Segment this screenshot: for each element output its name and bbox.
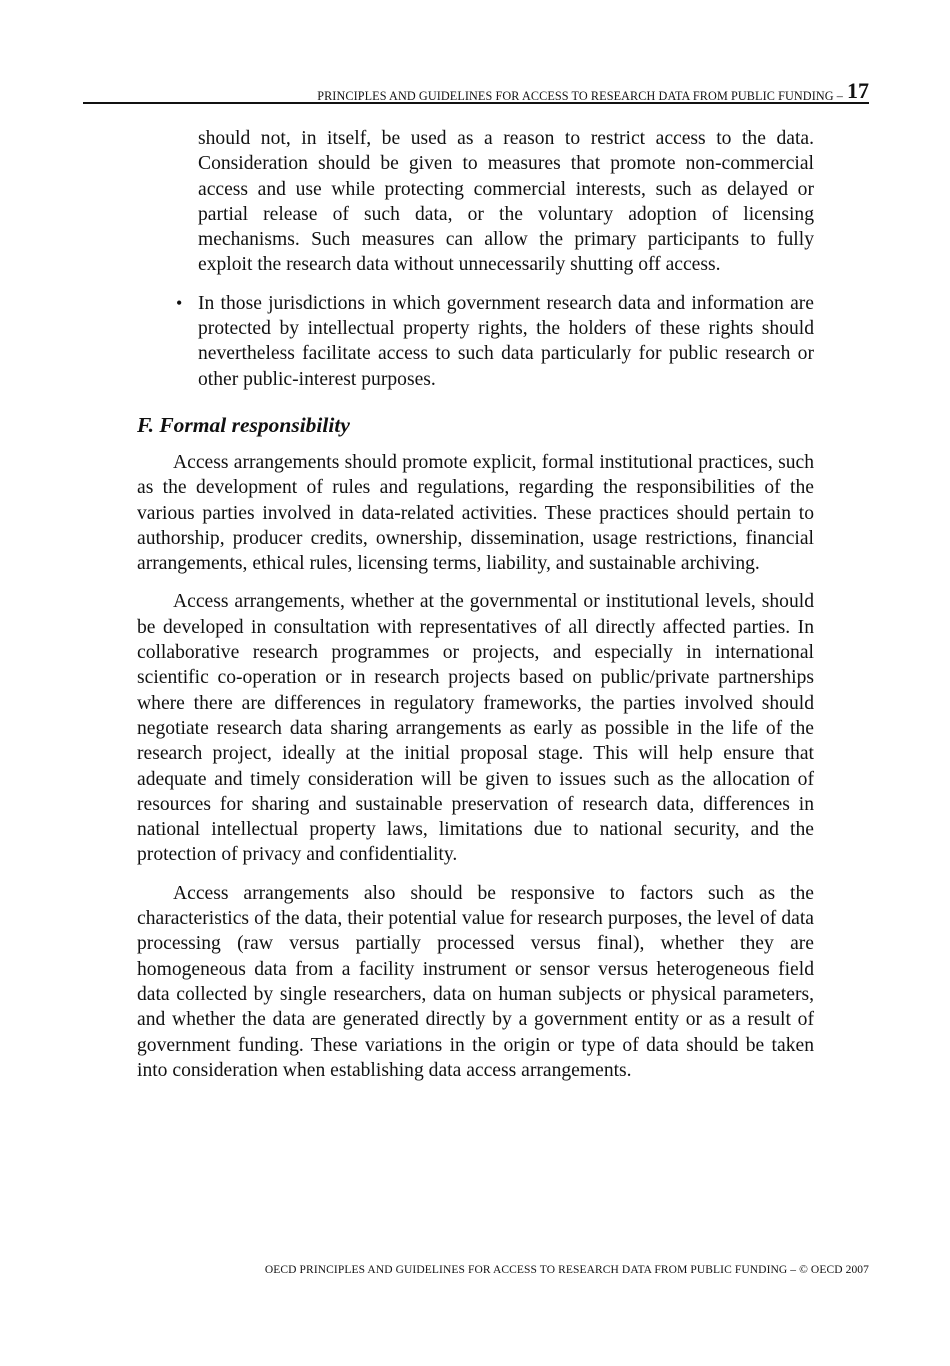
body-paragraph-3: Access arrangements also should be responsive to factors such as the characteristics of the data, their potential value for research purposes, the level of data processing (raw versus partially processed versus final), whether they are homogeneous data from a facility instrument or sensor versus heterogeneous field data collected by single researchers, data on human subjects or physical parameters, and whether the data are generated directly by a government entity or as a result of government funding. These variations in the origin or type of data should be taken into consideration when establishing data access arrangements. bbox=[137, 882, 814, 1081]
bullet-text: In those jurisdictions in which government research data and information are protected by intellectual property rights, the holders of these rights should nevertheless facilitate access to such data particularly for public research or other public-interest purposes. bbox=[198, 292, 814, 390]
running-header bbox=[83, 68, 869, 104]
bullet-icon: • bbox=[176, 292, 183, 313]
running-title: PRINCIPLES AND GUIDELINES FOR ACCESS TO RESEARCH DATA FROM PUBLIC FUNDING – bbox=[317, 89, 843, 103]
continued-paragraph-block bbox=[137, 126, 814, 278]
bullet-item bbox=[137, 291, 814, 392]
section-heading: F. Formal responsibility bbox=[137, 412, 350, 437]
continued-paragraph: should not, in itself, be used as a reason to restrict access to the data. Consideration should be given to measures that promote non-commercial access and use while protecting commercial interests, such as delayed or partial release of such data, or the voluntary adoption of licensing mechanisms. Such measures can allow the primary participants to fully exploit the research data without unnecessarily shutting off access. bbox=[198, 128, 814, 276]
body-paragraph-1: Access arrangements should promote explicit, formal institutional practices, such as the development of rules and regulations, regarding the responsibilities of the various parties involved in data-related activities. These practices should pertain to authorship, producer credits, ownership, dissemination, usage restrictions, financial arrangements, ethical rules, licensing terms, liability, and sustainable archiving. bbox=[137, 451, 814, 575]
page-body bbox=[137, 126, 814, 1096]
page-number: 17 bbox=[847, 78, 869, 103]
page-footer: OECD PRINCIPLES AND GUIDELINES FOR ACCESS TO RESEARCH DATA FROM PUBLIC FUNDING – © OECD 2007 bbox=[264, 1264, 869, 1276]
body-paragraph-2: Access arrangements, whether at the governmental or institutional levels, should be developed in consultation with representatives of all directly affected parties. In collaborative research programmes or projects, and especially in international scientific co-operation or in research projects based on public/private partnerships where there are differences in regulatory frameworks, the parties involved should negotiate research data sharing arrangements as early as possible in the life of the research project, ideally at the initial proposal stage. This will help ensure that adequate and timely consideration will be given to issues such as the allocation of resources for sharing and sustainable preservation of research data, differences in national intellectual property laws, limitations due to national security, and the protection of privacy and confidentiality. bbox=[137, 591, 814, 866]
